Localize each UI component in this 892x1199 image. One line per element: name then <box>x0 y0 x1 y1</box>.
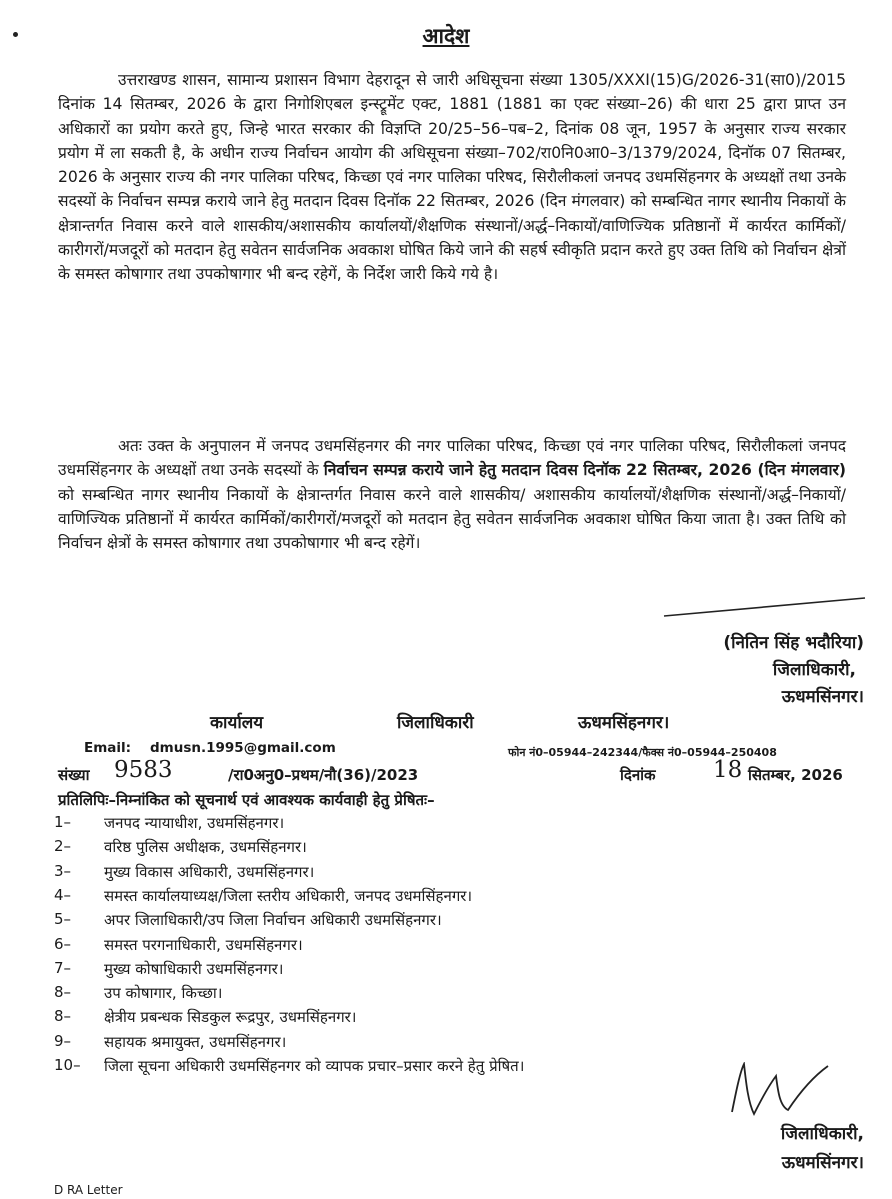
recipient-text: क्षेत्रीय प्रबन्धक सिडकुल रूद्रपुर, उधमसिंहनगर। <box>104 1008 357 1027</box>
recipient-number: 8– <box>54 983 72 1002</box>
signatory-designation: जिलाधिकारी, <box>772 660 856 680</box>
recipient-number: 5– <box>54 910 72 929</box>
recipient-text: मुख्य कोषाधिकारी उधमसिंहनगर। <box>104 959 284 978</box>
order-paragraph-2 <box>58 434 846 555</box>
footer-label: D RA Letter <box>54 1183 123 1197</box>
para2-text-b: को सम्बन्धित नागर स्थानीय निकायों के क्षेत्रान्तर्गत निवास करने वाले शासकीय/ अशासकीय कार्यालयों/शैक्षणिक संस्थानों/अर्द्ध–निकायों/वाणिज्यिक प्रतिष्ठानों में कार्यरत कार्मिकों/कारीगरों/मजदूरों को मतदान हेतु सवेतन सार्वजनिक अवकाश घोषित किया जाता है। उक्त तिथि को निर्वाचन क्षेत्रों के समस्त कोषागार तथा उपकोषागार भी बन्द रहेगें। <box>58 485 846 553</box>
ref-suffix: /रा0अनु0–प्रथम/नौ(36)/2023 <box>228 766 419 784</box>
recipient-number: 7– <box>54 958 72 977</box>
date-handwritten-day: 18 <box>713 757 743 783</box>
email-address: dmusn.1995@gmail.com <box>150 740 336 756</box>
order-paragraph-1: उत्तराखण्ड शासन, सामान्य प्रशासन विभाग देहरादून से जारी अधिसूचना संख्या 1305/XXXI(15)G/2026-31(सा0)/2015 दिनांक 14 सितम्बर, 2026 के द्वारा निगोशिएबल इन्स्ट्रूमेंट एक्ट, 1881 (1881 का एक्ट संख्या–26) की धारा 25 द्वारा प्राप्त उन अधिकारों का प्रयोग करते हुए, जिन्हे भारत सरकार की विज्ञप्ति 20/25–56–पब–2, दिनांक 08 जून, 1957 के अनुसार राज्य सरकार प्रयोग में ला सकती है, के अधीन राज्य निर्वाचन आयोग की अधिसूचना संख्या–702/रा0नि0आ0–3/1379/2024, दिनॉक 07 सितम्बर, 2026 के अनुसार राज्य की नगर पालिका परिषद, किच्छा एवं नगर पालिका परिषद, सिरौलीकलां जनपद उधमसिंहनगर के अध्यक्षों तथा उनके सदस्यों के निर्वाचन सम्पन्न कराये जाने हेतु मतदान दिवस दिनॉक 22 सितम्बर, 2026 (दिन मंगलवार) को सम्बन्धित नागर स्थानीय निकायों के क्षेत्रान्तर्गत निवास करने वाले शासकीय/अशासकीय कार्यालयों/शैक्षणिक संस्थानों/अर्द्ध–निकायों/वाणिज्यिक प्रतिष्ठानों में कार्यरत कार्मिकों/कारीगरों/मजदूरों को मतदान हेतु सवेतन सार्वजनिक अवकाश घोषित किये जाने की सहर्ष स्वीकृति प्रदान करते हुए उक्त तिथि को निर्वाचन क्षेत्रों के समस्त कोषागार तथा उपकोषागार भी बन्द रहेगें, के निर्देश जारी किये गये है। <box>58 71 846 284</box>
signatory-name: (नितिन सिंह भदौरिया) <box>723 633 864 653</box>
date-month-year: सितम्बर, 2026 <box>748 766 843 784</box>
signatory2-block <box>781 1120 864 1178</box>
para2-text-a: अतः उक्त के अनुपालन में जनपद उधमसिंहनगर की नगर पालिका परिषद, किच्छा एवं नगर पालिका परिषद, सिरौलीकलां जनपद उधमसिंहनगर के अध्यक्षों तथा उनके सदस्यों के <box>58 437 846 480</box>
phone-fax: फोन नं0–05944–242344/फैक्स नं0–05944–250408 <box>508 746 777 759</box>
recipient-number: 9– <box>54 1031 72 1050</box>
office-word-place: ऊधमसिंहनगर। <box>578 713 670 733</box>
recipient-text: अपर जिलाधिकारी/उप जिला निर्वाचन अधिकारी उधमसिंहनगर। <box>104 911 442 930</box>
recipient-text: वरिष्ठ पुलिस अधीक्षक, उधमसिंहनगर। <box>104 838 307 857</box>
recipient-number: 1– <box>54 813 72 831</box>
recipient-text: समस्त परगनाधिकारी, उधमसिंहनगर। <box>104 935 303 954</box>
recipient-number: 4– <box>54 885 72 904</box>
date-label: दिनांक <box>620 766 656 784</box>
order-title: आदेश <box>422 24 470 48</box>
signatory2-place: ऊधमसिंनगर। <box>781 1153 864 1173</box>
recipient-text: उप कोषागार, किच्छा। <box>104 984 223 1003</box>
recipient-text: जिला सूचना अधिकारी उधमसिंहनगर को व्यापक प्रचार–प्रसार करने हेतु प्रेषित। <box>104 1057 525 1075</box>
recipient-number: 2– <box>54 837 72 856</box>
recipient-number: 6– <box>54 934 72 953</box>
ref-label: संख्या <box>58 766 90 784</box>
recipient-text: समस्त कार्यालयाध्यक्ष/जिला स्तरीय अधिकारी, जनपद उधमसिंहनगर। <box>104 886 473 905</box>
recipient-text: जनपद न्यायाधीश, उधमसिंहनगर। <box>104 814 285 832</box>
recipient-text: मुख्य विकास अधिकारी, उधमसिंहनगर। <box>104 862 315 881</box>
office-word-jiladhikari: जिलाधिकारी <box>397 713 474 733</box>
copy-heading: प्रतिलिपिः–निम्नांकित को सूचनार्थ एवं आवश्यक कार्यवाही हेतु प्रेषितः– <box>58 791 435 809</box>
email-label: Email: <box>84 740 132 756</box>
ref-handwritten-number: 9583 <box>114 757 173 783</box>
signatory-place: ऊधमसिंनगर। <box>781 687 864 707</box>
recipient-number: 10– <box>54 1056 81 1074</box>
signatory2-designation: जिलाधिकारी, <box>780 1124 864 1144</box>
signatory-block <box>723 630 864 711</box>
recipient-number: 3– <box>54 861 72 880</box>
handwritten-signature <box>718 1062 838 1124</box>
para2-bold-text: निर्वाचन सम्पन्न कराये जाने हेतु मतदान दिवस दिनॉक 22 सितम्बर, 2026 (दिन मंगलवार) <box>323 461 846 480</box>
recipient-text: सहायक श्रमायुक्त, उधमसिंहनगर। <box>104 1032 287 1051</box>
recipient-number: 8– <box>54 1007 72 1026</box>
office-word-karyalay: कार्यालय <box>210 713 264 733</box>
